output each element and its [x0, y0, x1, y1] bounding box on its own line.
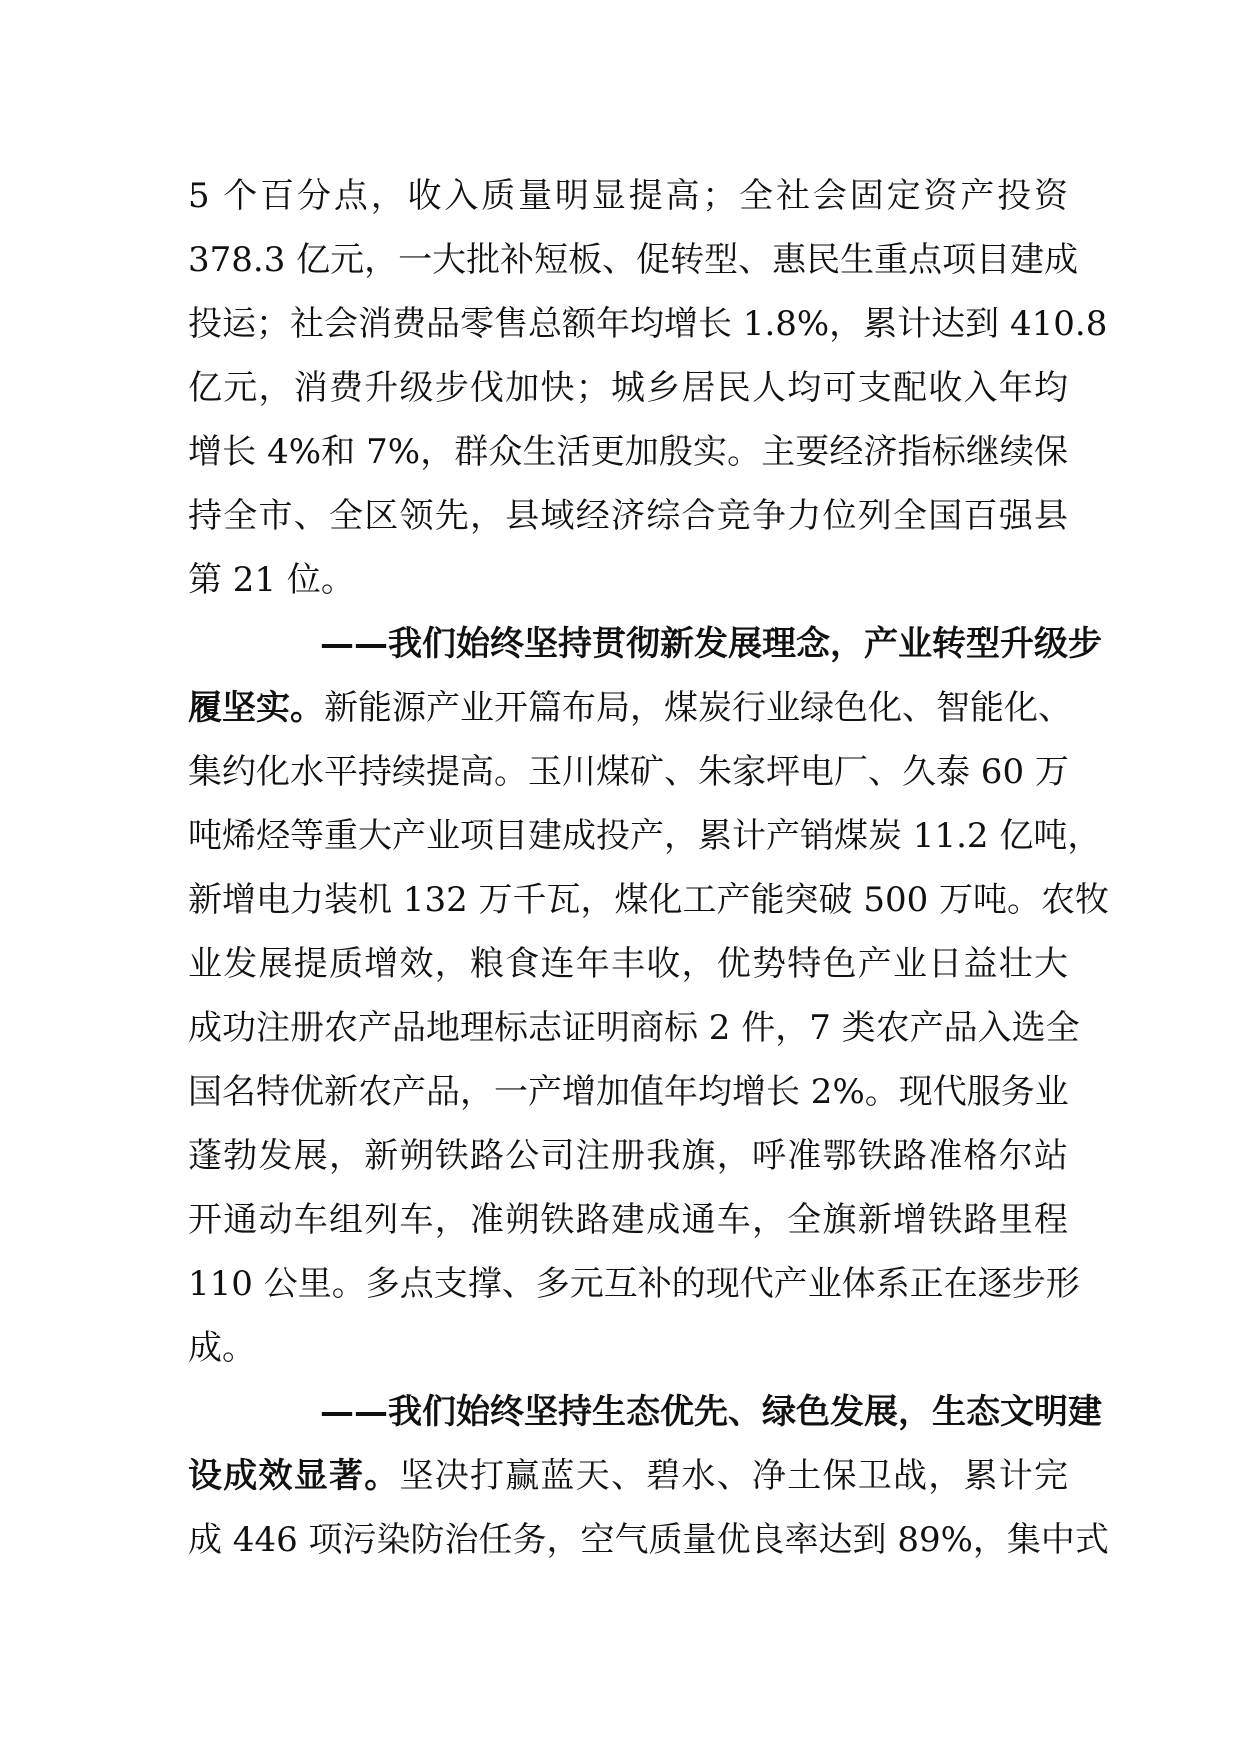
text-line — [188, 1444, 1068, 1508]
section-heading-line — [188, 612, 1102, 676]
section-heading-text: 设成效显著。 — [188, 1456, 400, 1496]
line-text: 110 公里。多点支撑、多元互补的现代产业体系正在逐步形 — [188, 1264, 1080, 1304]
section-heading-text: ——我们始终坚持贯彻新发展理念，产业转型升级步 — [320, 624, 1102, 664]
paragraph-economy-summary — [188, 164, 1108, 612]
text-line — [188, 1508, 1109, 1572]
line-text: 增长 4%和 7%，群众生活更加殷实。主要经济指标继续保 — [188, 432, 1068, 472]
text-line — [188, 740, 1068, 804]
paragraph-ecology — [188, 1380, 1109, 1572]
text-line — [188, 1316, 1068, 1380]
text-line — [188, 1188, 1068, 1252]
line-text: 持全市、全区领先，县域经济综合竞争力位列全国百强县 — [188, 496, 1068, 536]
text-line — [188, 548, 1068, 612]
text-line — [188, 932, 1068, 996]
text-line — [188, 804, 1102, 868]
line-text: 新能源产业开篇布局，煤炭行业绿色化、智能化、 — [324, 688, 1072, 728]
text-line — [188, 484, 1068, 548]
text-line — [188, 1060, 1068, 1124]
section-heading-line — [188, 1380, 1102, 1444]
document-page — [188, 164, 1110, 1572]
line-text: 蓬勃发展，新朔铁路公司注册我旗，呼准鄂铁路准格尔站 — [188, 1136, 1068, 1176]
line-text: 投运；社会消费品零售总额年均增长 1.8%，累计达到 410.8 — [188, 304, 1108, 344]
section-heading-text: ——我们始终坚持生态优先、绿色发展，生态文明建 — [320, 1392, 1102, 1432]
line-text: 国名特优新农产品，一产增加值年均增长 2%。现代服务业 — [188, 1072, 1069, 1112]
line-text: 成。 — [188, 1328, 256, 1368]
line-text: 吨烯烃等重大产业项目建成投产，累计产销煤炭 11.2 亿吨， — [188, 816, 1102, 856]
text-line — [188, 228, 1079, 292]
line-text: 成功注册农产品地理标志证明商标 2 件，7 类农产品入选全 — [188, 1008, 1080, 1048]
line-text: 亿元，消费升级步伐加快；城乡居民人均可支配收入年均 — [188, 368, 1068, 408]
section-heading-text: 履坚实。 — [188, 688, 324, 728]
line-text: 378.3 亿元，一大批补短板、促转型、惠民生重点项目建成 — [188, 240, 1079, 280]
text-line — [188, 1252, 1080, 1316]
paragraph-industry-transformation — [188, 612, 1110, 1380]
text-line — [188, 292, 1108, 356]
line-text: 集约化水平持续提高。玉川煤矿、朱家坪电厂、久泰 60 万 — [188, 752, 1069, 792]
line-text: 开通动车组列车，准朔铁路建成通车，全旗新增铁路里程 — [188, 1200, 1068, 1240]
line-text: 5 个百分点，收入质量明显提高；全社会固定资产投资 — [188, 176, 1068, 216]
line-text: 新增电力装机 132 万千瓦，煤化工产能突破 500 万吨。农牧 — [188, 880, 1110, 920]
line-text: 第 21 位。 — [188, 560, 355, 600]
line-text: 成 446 项污染防治任务，空气质量优良率达到 89%，集中式 — [188, 1520, 1109, 1560]
text-line — [188, 356, 1068, 420]
text-line — [188, 996, 1080, 1060]
text-line — [188, 164, 1068, 228]
line-text: 坚决打赢蓝天、碧水、净土保卫战，累计完 — [399, 1456, 1068, 1496]
text-line — [188, 420, 1068, 484]
text-line — [188, 868, 1110, 932]
text-line — [188, 1124, 1068, 1188]
line-text: 业发展提质增效，粮食连年丰收，优势特色产业日益壮大 — [188, 944, 1068, 984]
text-line — [188, 676, 1072, 740]
